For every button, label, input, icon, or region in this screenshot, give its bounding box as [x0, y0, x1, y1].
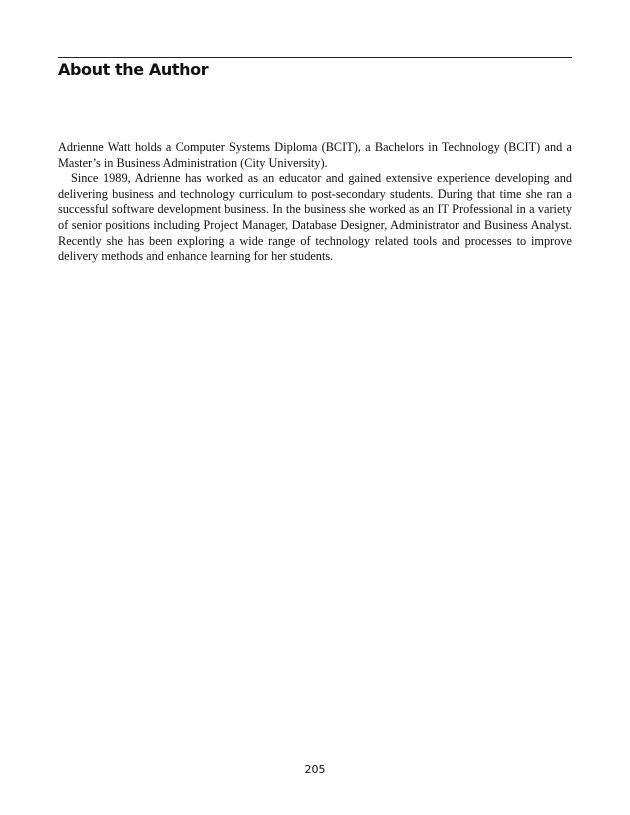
chapter-title: About the Author: [58, 60, 209, 79]
bio-paragraph-1: Adrienne Watt holds a Computer Systems Diploma (BCIT), a Bachelors in Technology (BCIT) and a Master’s in Business Administration (City University).: [58, 140, 572, 170]
author-bio: [58, 140, 572, 265]
bio-paragraph-2: Since 1989, Adrienne has worked as an educator and gained extensive experience developing and delivering business and technology curriculum to post-secondary students. During that time she ran a successful software development business. In the business she worked as an IT Professional in a variety of senior positions including Project Manager, Database Designer, Administrator and Business Analyst. Recently she has been exploring a wide range of technology related tools and processes to improve delivery methods and enhance learning for her students.: [58, 171, 572, 264]
page-number: 205: [304, 763, 326, 776]
heading-rule: [58, 57, 572, 58]
